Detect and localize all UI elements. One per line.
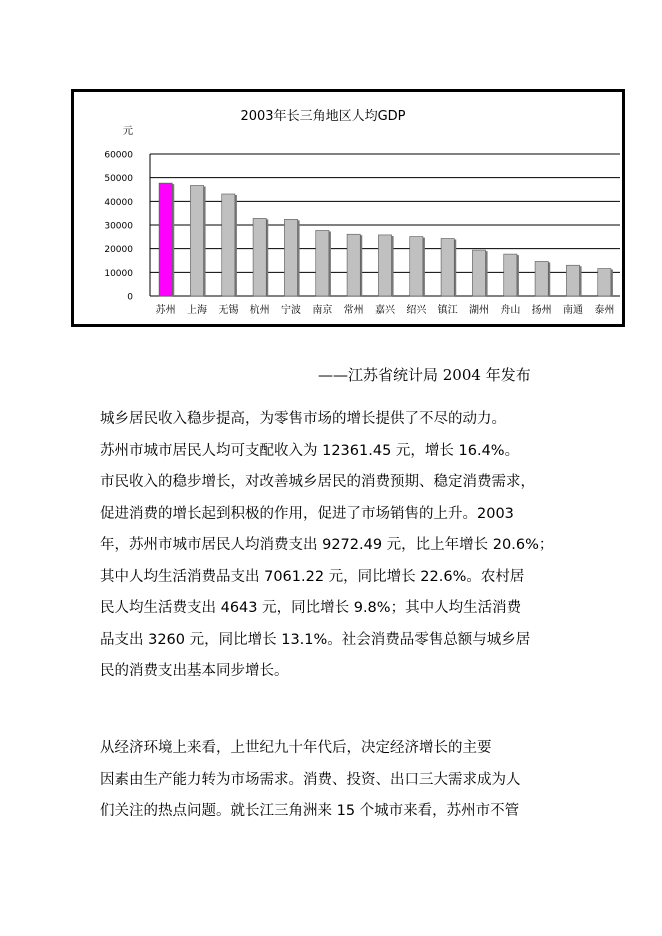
x-tick-label: 无锡	[218, 305, 239, 316]
bar-杭州	[253, 218, 266, 296]
x-tick-label: 舟山	[500, 305, 521, 316]
y-tick-label: 10000	[104, 268, 133, 279]
gdp-bar-chart	[74, 92, 622, 324]
x-tick-label: 南通	[563, 305, 583, 316]
y-tick-label: 50000	[104, 174, 133, 185]
x-tick-label: 泰州	[594, 305, 615, 316]
x-tick-label: 苏州	[155, 305, 176, 316]
paragraph-line: 市民收入的稳步增长，对改善城乡居民的消费预期、稳定消费需求，	[100, 474, 535, 490]
x-tick-label: 上海	[187, 305, 207, 316]
y-tick-label: 60000	[104, 150, 133, 161]
paragraph-line: 民的消费支出基本同步增长。	[100, 663, 289, 679]
x-tick-label: 杭州	[249, 305, 270, 316]
chart-frame	[71, 89, 625, 327]
bar-南京	[316, 230, 329, 296]
bar-苏州	[159, 183, 172, 296]
bar-南通	[566, 265, 579, 296]
y-tick-label: 20000	[104, 245, 133, 256]
x-tick-label: 扬州	[531, 305, 552, 316]
paragraph-line: 因素由生产能力转为市场需求。消费、投资、出口三大需求成为人	[100, 771, 521, 788]
paragraph-line: 城乡居民收入稳步提高，为零售市场的增长提供了不尽的动力。	[100, 411, 506, 427]
bar-嘉兴	[378, 235, 391, 296]
y-tick-label: 40000	[104, 197, 133, 208]
paragraph-1	[100, 404, 600, 688]
paragraph-line: 民人均生活费支出 4643 元，同比增长 9.8%；其中人均生活消费	[100, 600, 522, 616]
paragraph-line: 们关注的热点问题。就长江三角洲来 15 个城市来看，苏州市不管	[100, 803, 520, 819]
bar-绍兴	[410, 237, 423, 296]
bar-镇江	[441, 238, 454, 296]
y-axis-unit: 元	[123, 126, 133, 137]
chart-title: 2003年长三角地区人均GDP	[240, 109, 406, 124]
bar-泰州	[598, 269, 611, 296]
x-tick-label: 镇江	[437, 305, 458, 316]
source-attribution: ——江苏省统计局 2004 年发布	[318, 366, 531, 384]
bar-扬州	[535, 261, 548, 296]
y-tick-label: 30000	[104, 221, 133, 232]
x-tick-label: 宁波	[281, 305, 301, 316]
x-tick-label: 湖州	[469, 305, 489, 316]
paragraph-2	[100, 733, 600, 828]
paragraph-line: 年，苏州市城市居民人均消费支出 9272.49 元，比上年增长 20.6%；	[100, 537, 554, 553]
bar-湖州	[472, 250, 485, 296]
bar-宁波	[284, 219, 297, 296]
paragraph-line: 其中人均生活消费品支出 7061.22 元，同比增长 22.6%。农村居	[100, 568, 525, 585]
paragraph-line: 促进消费的增长起到积极的作用，促进了市场销售的上升。2003	[100, 505, 514, 522]
x-tick-label: 常州	[343, 305, 364, 316]
bar-舟山	[504, 254, 517, 296]
paragraph-line: 从经济环境上来看，上世纪九十年代后，决定经济增长的主要	[100, 740, 492, 756]
bar-上海	[190, 185, 203, 296]
bar-无锡	[222, 194, 235, 296]
x-tick-label: 南京	[312, 305, 333, 316]
x-tick-label: 嘉兴	[375, 305, 395, 316]
paragraph-line: 苏州市城市居民人均可支配收入为 12361.45 元，增长 16.4%。	[100, 442, 520, 459]
paragraph-line: 品支出 3260 元，同比增长 13.1%。社会消费品零售总额与城乡居	[100, 631, 531, 648]
x-tick-label: 绍兴	[406, 305, 427, 316]
bar-常州	[347, 234, 360, 296]
y-tick-label: 0	[127, 292, 133, 303]
